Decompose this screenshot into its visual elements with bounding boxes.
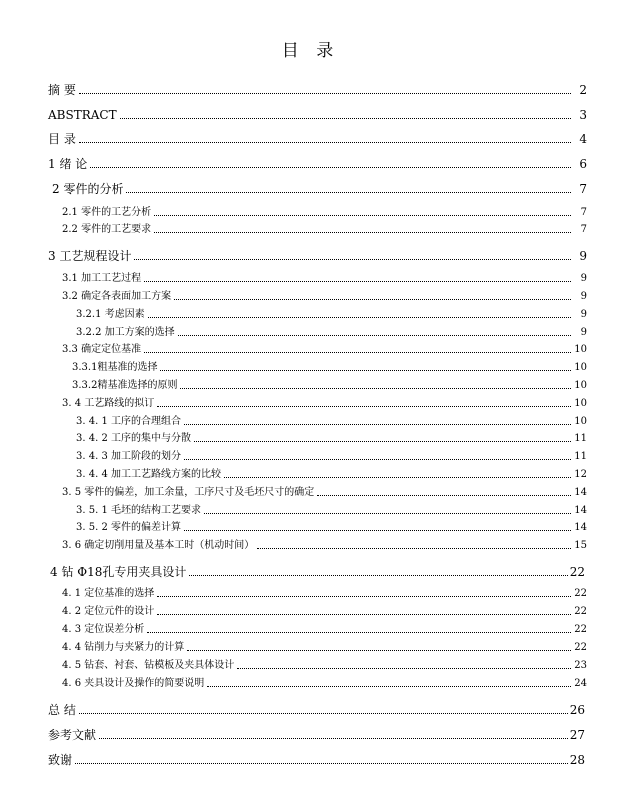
dot-leader	[257, 547, 571, 549]
toc-entry-label: 3.3.2精基准选择的原则	[72, 380, 178, 391]
toc-entry[interactable]	[48, 109, 587, 121]
toc-entry-label: 3. 5. 2 零件的偏差计算	[76, 522, 181, 533]
toc-entry[interactable]	[76, 434, 587, 444]
toc-entry[interactable]	[62, 292, 587, 302]
toc-entry-page: 22	[569, 565, 585, 579]
dot-leader	[317, 494, 571, 496]
toc-entry[interactable]	[62, 661, 587, 671]
toc-entry-page: 4	[579, 132, 587, 146]
toc-entry-label: 4. 5 钻套、衬套、钻模板及夹具体设计	[62, 660, 235, 671]
dot-leader	[157, 613, 571, 615]
dot-leader	[184, 529, 571, 531]
toc-entry-label: 参考文献	[48, 728, 97, 742]
toc-entry-page: 7	[580, 207, 587, 218]
toc-entry[interactable]	[72, 381, 587, 391]
toc-entry-label: 3.2.1 考虑因素	[76, 309, 145, 320]
toc-entry[interactable]	[50, 566, 585, 578]
dot-leader	[148, 316, 571, 318]
toc-entry-label: 致谢	[48, 753, 73, 767]
toc-entry[interactable]	[48, 158, 587, 170]
dot-leader	[147, 631, 571, 633]
page-title: 目 录	[281, 41, 340, 61]
toc-entry-label: 4. 2 定位元件的设计	[62, 606, 155, 617]
toc-entry-label: 2.2 零件的工艺要求	[62, 224, 152, 235]
toc-entry[interactable]	[62, 225, 587, 235]
dot-leader	[126, 191, 571, 193]
toc-entry[interactable]	[62, 541, 587, 551]
dot-leader	[160, 369, 571, 371]
toc-entry[interactable]	[52, 183, 587, 195]
toc-entry-label: 3.3 确定定位基准	[62, 344, 142, 355]
toc-entry-label: 3. 4. 1 工序的合理组合	[76, 416, 181, 427]
toc-entry-page: 9	[580, 291, 587, 302]
dot-leader	[204, 512, 571, 514]
toc-entry-label: 3. 4. 3 加工阶段的划分	[76, 451, 181, 462]
toc-entry-page: 22	[574, 588, 587, 599]
toc-entry[interactable]	[76, 417, 587, 427]
toc-entry-label: 3. 4. 4 加工工艺路线方案的比较	[76, 469, 221, 480]
toc-entry-label: 4. 3 定位误差分析	[62, 624, 145, 635]
toc-entry-page: 10	[574, 344, 587, 355]
toc-entry[interactable]	[48, 704, 585, 716]
toc-entry[interactable]	[48, 250, 587, 262]
toc-entry[interactable]	[76, 470, 587, 480]
toc-entry-page: 24	[574, 678, 587, 689]
toc-entry-page: 22	[574, 642, 587, 653]
toc-entry[interactable]	[62, 589, 587, 599]
toc-entry-page: 23	[574, 660, 587, 671]
toc-entry-page: 28	[569, 753, 585, 767]
toc-entry-label: 摘 要	[48, 83, 76, 97]
toc-entry-page: 9	[580, 309, 587, 320]
dot-leader	[224, 476, 571, 478]
toc-entry-page: 2	[579, 83, 587, 97]
toc-entry-label: 4. 6 夹具设计及操作的简要说明	[62, 678, 205, 689]
dot-leader	[184, 458, 571, 460]
dot-leader	[75, 762, 568, 764]
dot-leader	[90, 166, 571, 168]
toc-entry-page: 9	[579, 249, 587, 263]
dot-leader	[99, 737, 568, 739]
toc-entry-label: 3. 5 零件的偏差，加工余量，工序尺寸及毛坯尺寸的确定	[62, 487, 315, 498]
toc-entry-page: 9	[580, 273, 587, 284]
toc-entry-label: 4. 1 定位基准的选择	[62, 588, 155, 599]
dot-leader	[144, 280, 571, 282]
toc-entry-label: 总 结	[48, 703, 76, 717]
toc-entry-page: 14	[574, 522, 587, 533]
toc-entry[interactable]	[72, 363, 587, 373]
dot-leader	[157, 595, 571, 597]
toc-entry-label: ABSTRACT	[48, 108, 117, 122]
dot-leader	[237, 667, 571, 669]
toc-entry-label: 3.3.1粗基准的选择	[72, 362, 158, 373]
toc-entry[interactable]	[62, 488, 587, 498]
toc-entry-page: 14	[574, 487, 587, 498]
dot-leader	[187, 649, 571, 651]
toc-entry-page: 15	[574, 540, 587, 551]
dot-leader	[79, 712, 568, 714]
toc-entry[interactable]	[62, 643, 587, 653]
toc-entry-page: 22	[574, 624, 587, 635]
toc-entry[interactable]	[48, 729, 585, 741]
toc-entry[interactable]	[62, 625, 587, 635]
toc-entry[interactable]	[62, 607, 587, 617]
dot-leader	[79, 92, 571, 94]
toc-entry[interactable]	[76, 328, 587, 338]
toc-entry[interactable]	[76, 452, 587, 462]
toc-entry-label: 目 录	[48, 132, 76, 146]
dot-leader	[157, 405, 571, 407]
toc-entry-label: 3. 6 确定切削用量及基本工时（机动时间）	[62, 540, 255, 551]
toc-entry[interactable]	[62, 399, 587, 409]
toc-entry-page: 26	[569, 703, 585, 717]
dot-leader	[79, 141, 571, 143]
dot-leader	[134, 258, 571, 260]
toc-entry[interactable]	[62, 679, 587, 689]
toc-entry-page: 3	[579, 108, 587, 122]
dot-leader	[154, 214, 571, 216]
dot-leader	[189, 574, 567, 576]
toc-entry-label: 3. 4 工艺路线的拟订	[62, 398, 155, 409]
toc-entry-page: 7	[579, 182, 587, 196]
toc-entry[interactable]	[76, 310, 587, 320]
toc-entry-label: 3. 4. 2 工序的集中与分散	[76, 433, 191, 444]
toc-entry-label: 3.2 确定各表面加工方案	[62, 291, 172, 302]
toc-entry-label: 3. 5. 1 毛坯的结构工艺要求	[76, 505, 201, 516]
toc-entry[interactable]	[62, 274, 587, 284]
toc-entry-page: 10	[574, 380, 587, 391]
dot-leader	[120, 117, 571, 119]
toc-entry[interactable]	[48, 133, 587, 145]
toc-entry-label: 4. 4 钻削力与夹紧力的计算	[62, 642, 185, 653]
toc-entry-label: 3.1 加工工艺过程	[62, 273, 142, 284]
toc-entry-page: 11	[574, 451, 587, 462]
toc-entry-page: 9	[580, 327, 587, 338]
toc-entry-page: 11	[574, 433, 587, 444]
toc-entry-label: 2 零件的分析	[52, 182, 124, 196]
toc-entry-label: 2.1 零件的工艺分析	[62, 207, 152, 218]
toc-entry[interactable]	[62, 345, 587, 355]
toc-entry-page: 12	[574, 469, 587, 480]
dot-leader	[207, 685, 571, 687]
toc-entry[interactable]	[76, 506, 587, 516]
toc-entry-label: 4 钻 Φ18孔专用夹具设计	[50, 565, 187, 579]
toc-entry-page: 6	[579, 157, 587, 171]
toc-entry-page: 27	[569, 728, 585, 742]
toc-entry-page: 14	[574, 505, 587, 516]
dot-leader	[144, 351, 571, 353]
dot-leader	[180, 387, 571, 389]
dot-leader	[154, 231, 571, 233]
toc-entry[interactable]	[48, 84, 587, 96]
toc-entry-page: 22	[574, 606, 587, 617]
toc-entry-page: 7	[580, 224, 587, 235]
toc-entry-page: 10	[574, 398, 587, 409]
dot-leader	[194, 440, 571, 442]
toc-entry[interactable]	[62, 208, 587, 218]
toc-entry[interactable]	[48, 754, 585, 766]
toc-entry-page: 10	[574, 416, 587, 427]
toc-entry-label: 3.2.2 加工方案的选择	[76, 327, 175, 338]
toc-entry-page: 10	[574, 362, 587, 373]
toc-entry-label: 1 绪 论	[48, 157, 88, 171]
toc-entry[interactable]	[76, 523, 587, 533]
dot-leader	[184, 423, 571, 425]
toc-entry-label: 3 工艺规程设计	[48, 249, 132, 263]
dot-leader	[178, 334, 571, 336]
dot-leader	[174, 298, 571, 300]
